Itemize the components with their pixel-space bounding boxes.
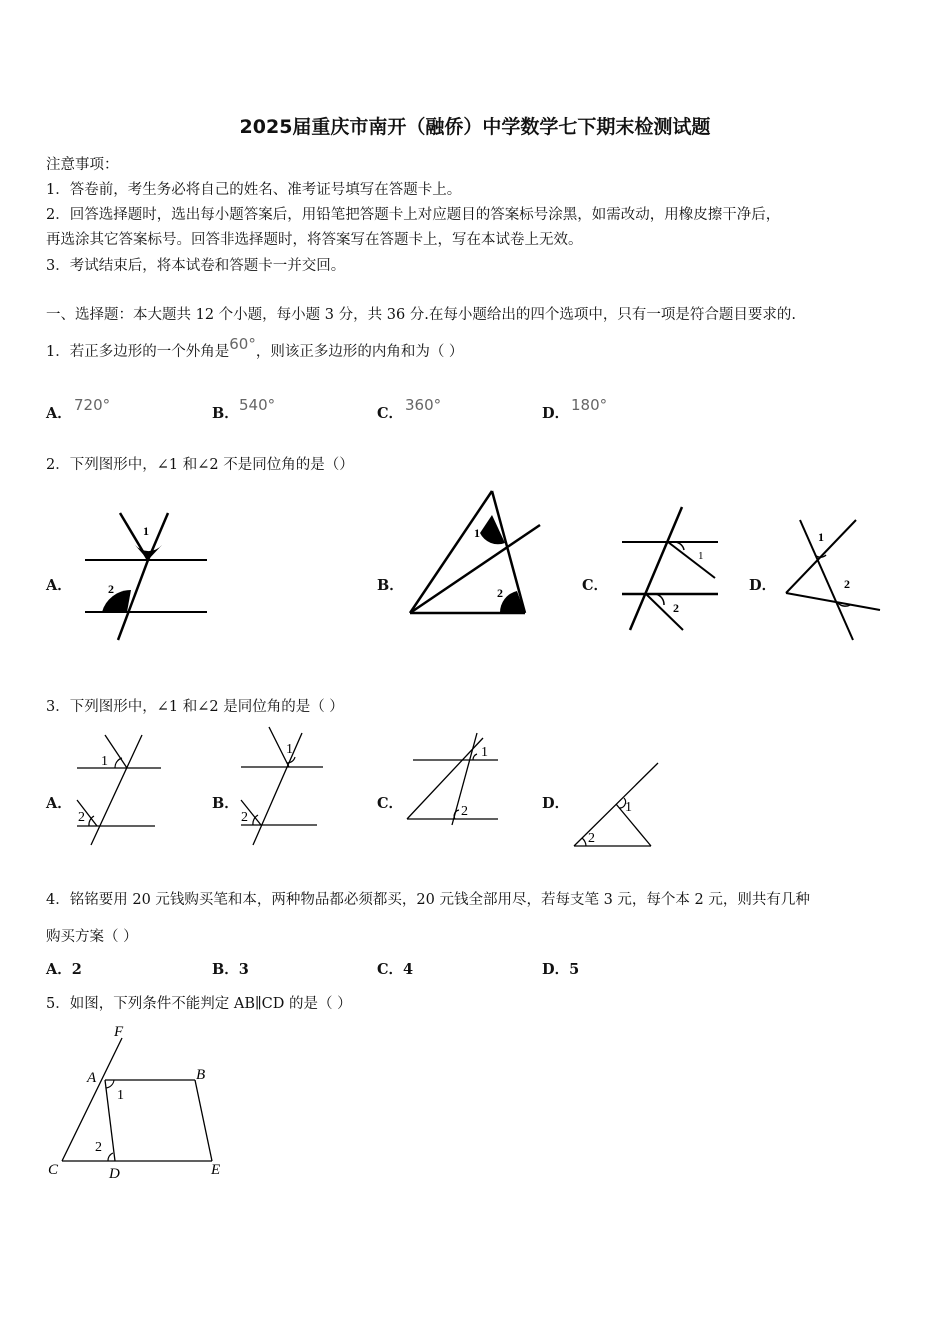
fig-label-2: 2 <box>461 804 468 819</box>
notice-item: 2．回答选择题时，选出每小题答案后，用铅笔把答题卡上对应题目的答案标号涂黑，如需改动，用橡皮擦干净后， <box>46 207 781 223</box>
q3-option-d[interactable]: D． <box>542 795 570 812</box>
fig-label-2: 2 <box>497 586 503 600</box>
question-number: 1． <box>46 344 70 360</box>
option-d-value: 180° <box>571 396 608 414</box>
angle-label-2: 2 <box>95 1140 102 1155</box>
angle-label-1: 1 <box>117 1088 124 1103</box>
q4-option-d[interactable]: D．5 <box>542 961 580 978</box>
fig-label-1: 1 <box>143 524 149 538</box>
question-number: 4． <box>46 892 70 908</box>
fig-label-2: 2 <box>108 582 114 596</box>
q4-option-a[interactable]: A．2 <box>46 961 82 978</box>
option-c-value: 360° <box>405 396 442 414</box>
question-text: 若正多边形的一个外角是 <box>69 344 230 360</box>
fig-label-2: 2 <box>844 577 850 591</box>
q3-option-b[interactable]: B． <box>212 795 239 812</box>
q4-option-b[interactable]: B．3 <box>212 961 249 978</box>
option-b[interactable]: B． <box>212 405 239 422</box>
question-text: ，则该正多边形的内角和为（ ） <box>255 344 464 360</box>
page-title: 2025届重庆市南开（融侨）中学数学七下期末检测试题 <box>239 116 711 138</box>
fig-label-1: 1 <box>286 742 293 757</box>
q3-figure-d <box>570 760 665 855</box>
fig-label-2: 2 <box>78 810 85 825</box>
option-b-value: 540° <box>239 396 276 414</box>
option-d[interactable]: D． <box>542 405 570 422</box>
notice-item: 1．答卷前，考生务必将自己的姓名、准考证号填写在答题卡上。 <box>46 182 462 198</box>
q3-option-c[interactable]: C． <box>377 795 404 812</box>
point-label-a: A <box>87 1070 97 1086</box>
point-label-f: F <box>114 1024 124 1040</box>
fig-label-1: 1 <box>698 550 704 562</box>
fig-label-2: 2 <box>241 810 248 825</box>
option-c[interactable]: C． <box>377 405 404 422</box>
point-label-c: C <box>48 1162 59 1178</box>
q2-option-d[interactable]: D． <box>749 577 777 594</box>
point-label-b: B <box>196 1067 206 1083</box>
question-5 <box>46 992 352 1013</box>
question-3 <box>46 695 344 716</box>
question-text: 如图，下列条件不能判定 AB∥CD 的是（ ） <box>69 996 352 1012</box>
q2-option-c[interactable]: C． <box>582 577 609 594</box>
question-text: 铭铭要用 20 元钱购买笔和本，两种物品都必须都买，20 元钱全部用尽，若每支笔 3 元，每个本 2 元，则共有几种 <box>69 892 810 908</box>
option-a[interactable]: A． <box>46 405 72 422</box>
question-4-cont: 购买方案（ ） <box>46 929 138 945</box>
q3-figure-b <box>237 725 327 845</box>
q2-option-b[interactable]: B． <box>377 577 404 594</box>
question-1 <box>46 335 464 361</box>
point-label-d: D <box>109 1166 120 1182</box>
q3-figure-a <box>75 730 165 850</box>
fig-label-1: 1 <box>481 745 488 760</box>
q2-figure-b <box>400 485 550 625</box>
fig-label-1: 1 <box>101 754 108 769</box>
question-number: 3． <box>46 699 70 715</box>
question-4 <box>46 888 810 909</box>
question-number: 2． <box>46 457 70 473</box>
angle-value: 60° <box>229 335 256 353</box>
fig-label-1: 1 <box>818 530 824 544</box>
question-2 <box>46 453 354 474</box>
q2-figure-a <box>80 505 220 645</box>
question-number: 5． <box>46 996 70 1012</box>
q2-figure-c <box>620 505 730 635</box>
notice-item: 3．考试结束后，将本试卷和答题卡一并交回。 <box>46 258 346 274</box>
question-text: 下列图形中，∠1 和∠2 不是同位角的是（） <box>69 457 354 473</box>
q4-option-c[interactable]: C．4 <box>377 961 414 978</box>
fig-label-2: 2 <box>673 601 679 615</box>
point-label-e: E <box>211 1162 221 1178</box>
q2-figure-d <box>778 515 888 645</box>
q3-option-a[interactable]: A． <box>46 795 72 812</box>
q2-option-a[interactable]: A． <box>46 577 72 594</box>
fig-label-2: 2 <box>588 831 595 846</box>
question-text: 下列图形中，∠1 和∠2 是同位角的是（ ） <box>69 699 344 715</box>
section-heading: 一、选择题：本大题共 12 个小题，每小题 3 分，共 36 分.在每小题给出的四个选项中，只有一项是符合题目要求的. <box>46 307 796 323</box>
fig-label-1: 1 <box>474 526 480 540</box>
notice-item: 再选涂其它答案标号。回答非选择题时，将答案写在答题卡上，写在本试卷上无效。 <box>46 232 583 248</box>
notice-heading: 注意事项： <box>46 157 119 173</box>
q5-figure <box>40 1020 240 1185</box>
option-a-value: 720° <box>74 396 111 414</box>
fig-label-1: 1 <box>625 800 632 815</box>
q3-figure-c <box>405 730 505 830</box>
